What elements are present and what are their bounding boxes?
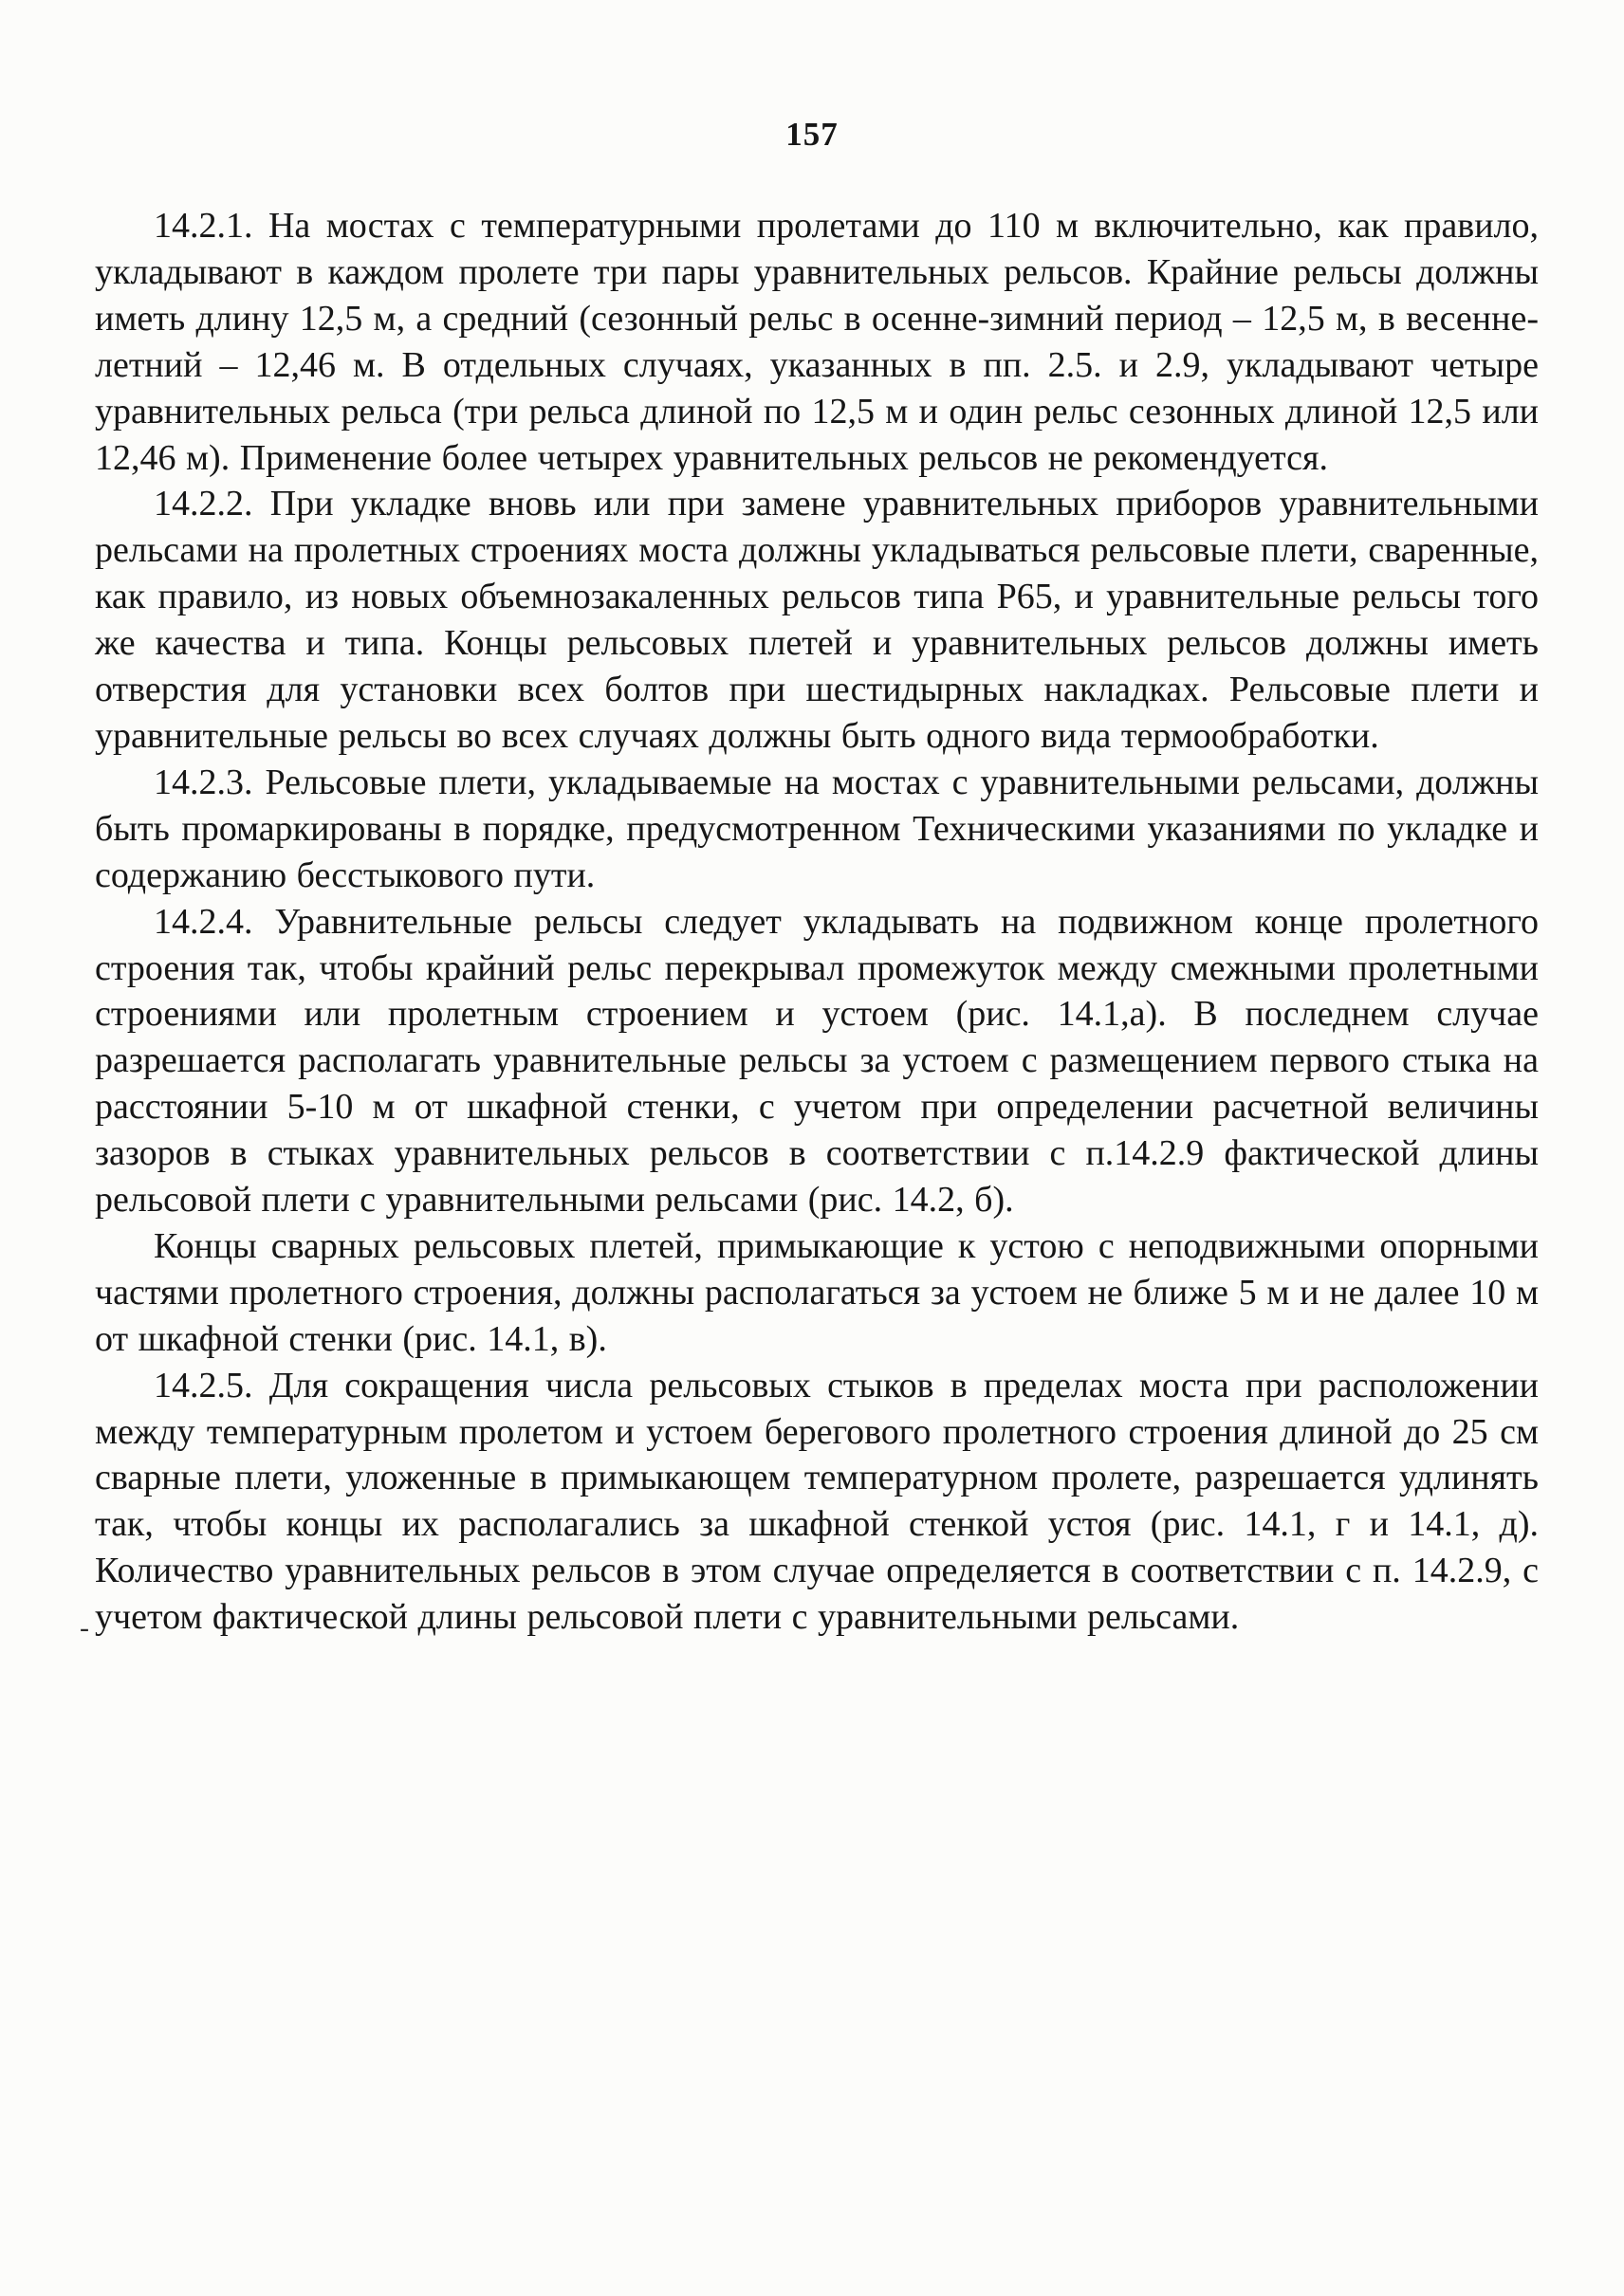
paragraph-14-2-2: 14.2.2. При укладке вновь или при замене уравнительных приборов уравнительными рельсами на пролетных строениях моста должны укладываться рельсовые плети, сваренные, как правило, из новых объемнозакаленных рельсов типа Р65, и уравнительные рельсы того же качества и типа. Концы рельсовых плетей и уравнительных рельсов должны иметь отверстия для установки всех болтов при шестидырных накладках. Рельсовые плети и уравнительные рельсы во всех случаях должны быть одного вида термообработки. [95, 484, 1539, 756]
paragraph-14-2-3: 14.2.3. Рельсовые плети, укладываемые на мостах с уравнительными рельсами, должны быть промаркированы в порядке, предусмотренном Техническими указаниями по укладке и содержанию бесстыкового пути. [95, 762, 1539, 895]
page-number: 157 [785, 116, 839, 153]
paragraph-14-2-4: 14.2.4. Уравнительные рельсы следует укладывать на подвижном конце пролетного строения так, чтобы крайний рельс перекрывал промежуток между смежными пролетными строениями или пролетным строением и устоем (рис. 14.1,а). В последнем случае разрешается располагать уравнительные рельсы за устоем с размещением первого стыка на расстоянии 5-10 м от шкафной стенки, с учетом при определении расчетной величины зазоров в стыках уравнительных рельсов в соответствии с п.14.2.9 фактической длины рельсовой плети с уравнительными рельсами (рис. 14.2, б). [95, 901, 1539, 1221]
paragraph-14-2-1: 14.2.1. На мостах с температурными пролетами до 110 м включительно, как правило, укладывают в каждом пролете три пары уравнительных рельсов. Крайние рельсы должны иметь длину 12,5 м, а средний (сезонный рельс в осенне-зимний период – 12,5 м, в весенне-летний – 12,46 м. В отдельных случаях, указанных в пп. 2.5. и 2.9, укладывают четыре уравнительных рельса (три рельса длиной по 12,5 м и один рельс сезонных длиной 12,5 или 12,46 м). Применение более четырех уравнительных рельсов не рекомендуется. [95, 206, 1539, 478]
paragraph-14-2-5: 14.2.5. Для сокращения числа рельсовых стыков в пределах моста при расположении между температурным пролетом и устоем берегового пролетного строения длиной до 25 см сварные плети, уложенные в примыкающем температурном пролете, разрешается удлинять так, чтобы концы их располагались за шкафной стенкой устоя (рис. 14.1, г и 14.1, д). Количество уравнительных рельсов в этом случае определяется в соответствии с п. 14.2.9, с учетом фактической длины рельсовой плети с уравнительными рельсами. [95, 1365, 1539, 1638]
paragraph-14-2-4-continued: Концы сварных рельсовых плетей, примыкающие к устою с неподвижными опорными частями пролетного строения, должны располагаться за устоем не ближе 5 м и не далее 10 м от шкафной стенки (рис. 14.1, в). [95, 1225, 1539, 1359]
page-content [95, 203, 1539, 1641]
scan-artifact-dash: - [80, 1612, 89, 1644]
